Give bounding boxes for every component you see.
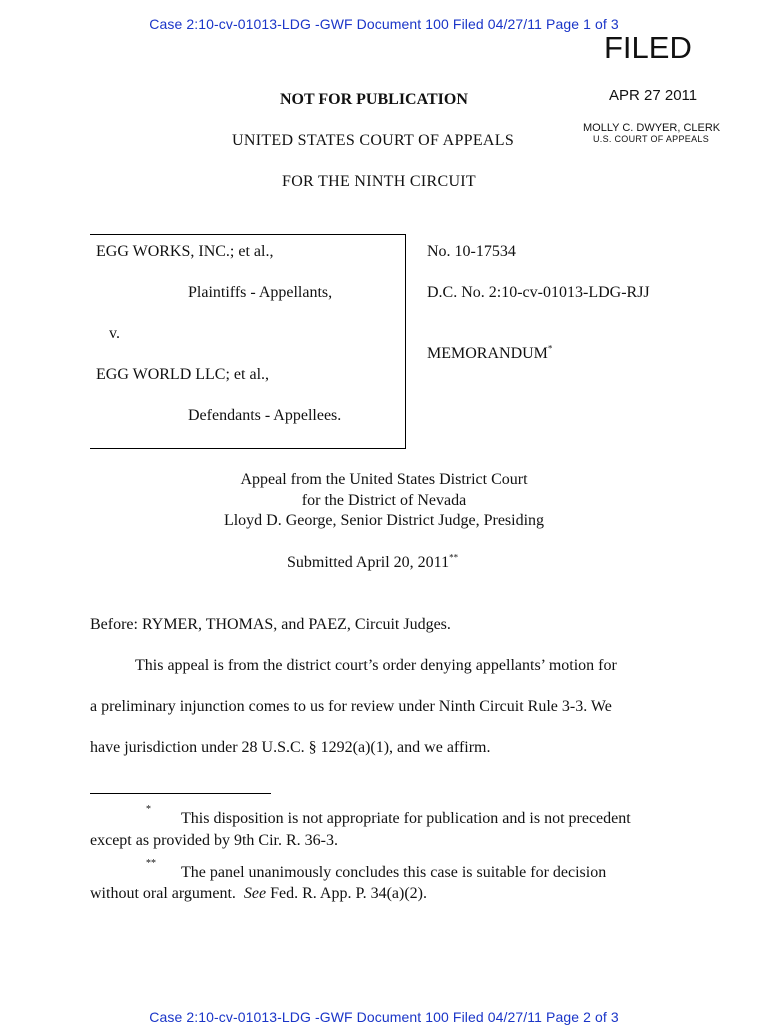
appeal-line-2: for the District of Nevada (301, 492, 467, 509)
court-name: UNITED STATES COURT OF APPEALS (232, 132, 515, 149)
ecf-header-bottom: Case 2:10-cv-01013-LDG -GWF Document 100 Filed 04/27/11 Page 2 of 3 (149, 1009, 619, 1025)
appeal-line-3: Lloyd D. George, Senior District Judge, Presiding (223, 512, 545, 529)
circuit-name: FOR THE NINTH CIRCUIT (282, 173, 477, 190)
footnote-1-line-1: This disposition is not appropriate for publication and is not precedent (181, 810, 631, 827)
footnote-2-text-pre: without oral argument. (90, 885, 236, 902)
publication-notice: NOT FOR PUBLICATION (280, 91, 468, 108)
memorandum-label (427, 345, 552, 363)
filed-stamp-date: APR 27 2011 (609, 87, 698, 104)
plaintiffs-role: Plaintiffs - Appellants, (188, 284, 333, 301)
defendants-name: EGG WORLD LLC; et al., (96, 366, 270, 383)
footnote-1-line-2: except as provided by 9th Cir. R. 36-3. (90, 832, 338, 849)
footnote-separator (90, 793, 271, 794)
panel-judges: Before: RYMER, THOMAS, and PAEZ, Circuit Judges. (90, 616, 451, 633)
versus: v. (109, 325, 120, 342)
filed-stamp-title: FILED (604, 30, 692, 65)
plaintiffs-name: EGG WORKS, INC.; et al., (96, 243, 274, 260)
submitted-line (287, 554, 458, 572)
footnote-2-mark: ** (146, 858, 156, 869)
footnote-2-line-1: The panel unanimously concludes this case is suitable for decision (181, 864, 607, 881)
footnote-2-see: See (243, 885, 267, 902)
memorandum-text: MEMORANDUM (427, 345, 548, 362)
submitted-text: Submitted April 20, 2011 (287, 554, 450, 571)
case-number: No. 10-17534 (427, 243, 516, 260)
submitted-footnote-mark: ** (449, 552, 459, 563)
ecf-header-top: Case 2:10-cv-01013-LDG -GWF Document 100 Filed 04/27/11 Page 1 of 3 (149, 16, 619, 32)
footnote-1-mark: * (146, 804, 151, 815)
defendants-role: Defendants - Appellees. (188, 407, 342, 424)
footnote-2-citation: Fed. R. App. P. 34(a)(2). (270, 885, 427, 902)
memorandum-footnote-mark: * (547, 343, 553, 354)
appeal-line-1: Appeal from the United States District Court (240, 471, 528, 488)
body-line-3: have jurisdiction under 28 U.S.C. § 1292(a)(1), and we affirm. (90, 739, 491, 756)
filed-stamp-court: U.S. COURT OF APPEALS (593, 134, 710, 144)
body-line-2: a preliminary injunction comes to us for review under Ninth Circuit Rule 3-3. We (90, 698, 612, 715)
footnote-2-line-2 (90, 883, 427, 905)
body-line-1: This appeal is from the district court’s order denying appellants’ motion for (135, 657, 617, 674)
district-case-number: D.C. No. 2:10-cv-01013-LDG-RJJ (427, 284, 650, 301)
filed-stamp-clerk: MOLLY C. DWYER, CLERK (583, 122, 721, 134)
